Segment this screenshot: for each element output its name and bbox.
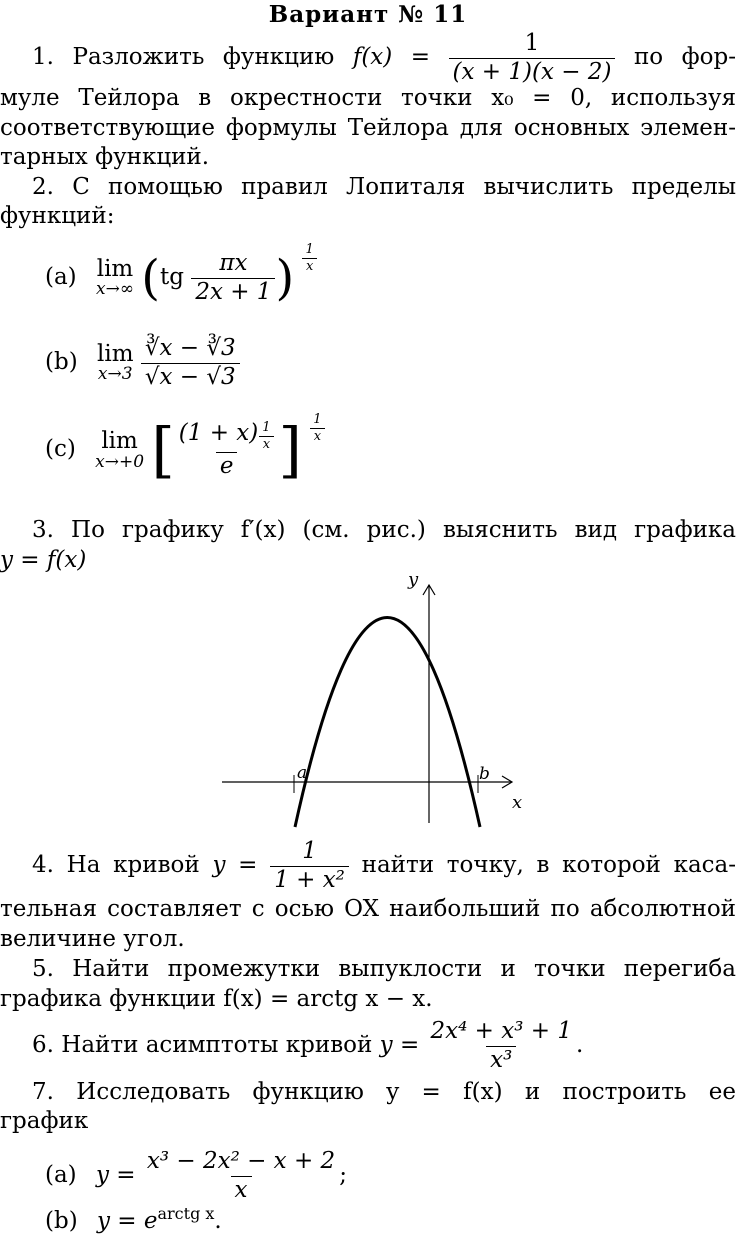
fraction: $\frac{1}{(x + 1)(x - 2)}$ bbox=[449, 30, 616, 86]
problem-7-line-1: 7. Исследовать функцию y = f(x) и построить ее bbox=[32, 1079, 736, 1105]
function-a: (a) y = $\frac{\text{x³ − 2x² − x + 2}}{x}$ ; bbox=[45, 1148, 347, 1203]
limit-a: (a) lim x→∞ (tg $\frac{\pi x}{2x + 1}$ ) $\frac{1}{x}$ bbox=[45, 250, 318, 306]
problem-1-line-3: соответствующие формулы Тейлора для основных элемен- bbox=[0, 115, 736, 141]
problem-1-line-4: тарных функций. bbox=[0, 144, 210, 170]
problem-6: 6. Найти асимптоты кривой y = $\frac{\text{2x⁴ + x³ + 1}}{\text{x³}}$ . bbox=[32, 1018, 584, 1073]
problem-5-line-2: графика функции f(x) = arctg x − x. bbox=[0, 986, 433, 1012]
x-axis-label: x bbox=[512, 792, 523, 813]
parabola-curve bbox=[295, 618, 480, 828]
problem-4-line-1: 4. На кривой y = $\frac{1}{\text{1 + x²}}$ найти точку, в которой каса- bbox=[32, 838, 736, 893]
problem-1-line-2: муле Тейлора в окрестности точки x₀ = 0, используя bbox=[0, 85, 736, 111]
problem-4-line-2: тельная составляет с осью OX наибольший по абсолютной bbox=[0, 896, 736, 922]
function-b: (b) $y = e^{arctg x}$. bbox=[45, 1204, 222, 1234]
derivative-graph bbox=[215, 568, 525, 833]
problem-7-line-2: график bbox=[0, 1108, 89, 1134]
point-a-label: a bbox=[297, 763, 308, 783]
point-b-label: b bbox=[479, 764, 490, 784]
problem-3-line-1: 3. По графику f′(x) (см. рис.) выяснить вид графика bbox=[32, 517, 736, 543]
problem-2-line-2: функций: bbox=[0, 203, 115, 229]
problem-2-line-1: 2. С помощью правил Лопиталя вычислить пределы bbox=[32, 174, 736, 200]
y-axis-label: y bbox=[408, 569, 419, 590]
limit-c: (c) lim x→+0 [ (1 + x) $\frac{1}{x}$ e ] $\frac{1}{x}$ bbox=[45, 420, 326, 481]
problem-3-line-2: y = f(x) bbox=[0, 547, 87, 573]
problem-1-line-1: 1. Разложить функцию f(x) = $\frac{1}{(x + 1)(x - 2)}$ по фор- bbox=[32, 30, 736, 85]
page-title: Вариант № 11 bbox=[268, 1, 468, 28]
problem-4-line-3: величине угол. bbox=[0, 926, 185, 952]
limit-b: (b) lim x→3 $\frac{∛x - ∛3}{√x - √3}$ bbox=[45, 335, 240, 391]
problem-5-line-1: 5. Найти промежутки выпуклости и точки перегиба bbox=[32, 956, 736, 982]
